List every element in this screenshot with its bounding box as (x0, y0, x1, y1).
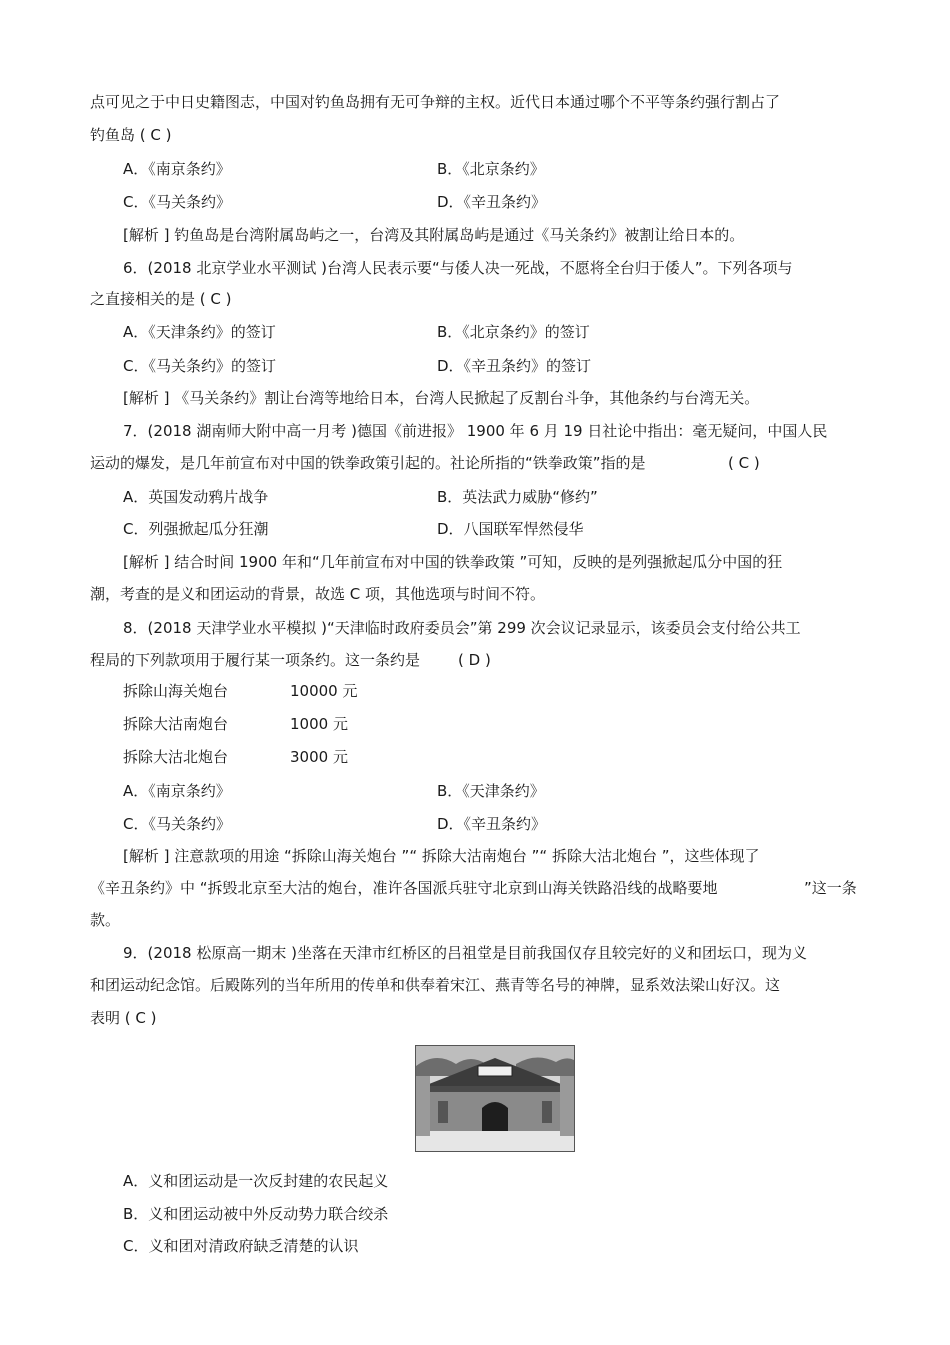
q6-option-c: C．《马关条约》的签订 (123, 357, 276, 375)
q9-option-c: C．义和团对清政府缺乏清楚的认识 (123, 1237, 359, 1255)
q5-analysis: [解析 ] 钓鱼岛是台湾附属岛屿之一，台湾及其附属岛屿是通过《马关条约》被割让给日本的。 (123, 226, 745, 244)
lvzu-temple-photo (415, 1045, 575, 1152)
q6-stem-line2: 之直接相关的是 ( C ) (90, 290, 232, 308)
q5-option-c: C．《马关条约》 (123, 193, 231, 211)
q6-option-b: B．《北京条约》的签订 (437, 323, 590, 341)
q7-stem-line2: 运动的爆发，是几年前宣布对中国的铁拳政策引起的。社论所指的“铁拳政策”指的是 (90, 454, 646, 472)
q6-option-d: D．《辛丑条约》的签订 (437, 357, 592, 375)
q9-option-b: B．义和团运动被中外反动势力联合绞杀 (123, 1205, 389, 1223)
q6-analysis: [解析 ] 《马关条约》割让台湾等地给日本，台湾人民掀起了反割台斗争，其他条约与台湾无关。 (123, 389, 760, 407)
q7-option-b: B．英法武力威胁“修约” (437, 488, 598, 506)
q8-stem-line1: 8．(2018 天津学业水平模拟 )“天津临时政府委员会”第 299 次会议记录显示，该委员会支付给公共工 (123, 619, 801, 637)
q8-table-amount: 3000 元 (290, 748, 348, 766)
q9-option-a: A．义和团运动是一次反封建的农民起义 (123, 1172, 389, 1190)
q8-table-amount: 10000 元 (290, 682, 358, 700)
temple-building-illustration (416, 1046, 574, 1151)
q8-analysis-line2: 《辛丑条约》中 “拆毁北京至大沽的炮台，准许各国派兵驻守北京到山海关铁路沿线的战略要地 (90, 879, 718, 897)
q8-option-a: A．《南京条约》 (123, 782, 231, 800)
q8-option-d: D．《辛丑条约》 (437, 815, 547, 833)
q8-table-amount: 1000 元 (290, 715, 348, 733)
q8-analysis-line1: [解析 ] 注意款项的用途 “拆除山海关炮台 ”“ 拆除大沽南炮台 ”“ 拆除大沽北炮台 ”，这些体现了 (123, 847, 760, 865)
q5-option-d: D．《辛丑条约》 (437, 193, 547, 211)
q6-option-a: A．《天津条约》的签订 (123, 323, 276, 341)
q7-option-c: C．列强掀起瓜分狂潮 (123, 520, 269, 538)
q9-stem-line1: 9．(2018 松原高一期末 )坐落在天津市红桥区的吕祖堂是目前我国仅存且较完好的义和团坛口，现为义 (123, 944, 807, 962)
q7-option-d: D．八国联军悍然侵华 (437, 520, 584, 538)
q8-analysis-line3: 款。 (90, 911, 121, 929)
q7-analysis-line2: 潮，考查的是义和团运动的背景，故选 C 项，其他选项与时间不符。 (90, 585, 546, 603)
q5-option-b: B．《北京条约》 (437, 160, 545, 178)
q7-stem-line1: 7．(2018 湖南师大附中高一月考 )德国《前进报》 1900 年 6 月 19 日社论中指出：毫无疑问，中国人民 (123, 422, 828, 440)
q8-table-item: 拆除山海关炮台 (123, 682, 229, 700)
q8-stem-line2: 程局的下列款项用于履行某一项条约。这一条约是 (90, 651, 421, 669)
q9-stem-line3: 表明 ( C ) (90, 1009, 157, 1027)
q6-stem-line1: 6．(2018 北京学业水平测试 )台湾人民表示要“与倭人决一死战，不愿将全台归于倭人”。下列各项与 (123, 259, 793, 277)
q7-answer: ( C ) (728, 454, 760, 472)
q8-answer: ( D ) (458, 651, 491, 669)
q9-stem-line2: 和团运动纪念馆。后殿陈列的当年所用的传单和供奉着宋江、燕青等名号的神牌，显系效法梁山好汉。这 (90, 976, 781, 994)
q8-option-c: C．《马关条约》 (123, 815, 231, 833)
q7-analysis-line1: [解析 ] 结合时间 1900 年和“几年前宣布对中国的铁拳政策 ”可知，反映的是列强掀起瓜分中国的狂 (123, 553, 783, 571)
q8-option-b: B．《天津条约》 (437, 782, 545, 800)
q8-table-item: 拆除大沽北炮台 (123, 748, 229, 766)
q8-table-item: 拆除大沽南炮台 (123, 715, 229, 733)
q7-option-a: A．英国发动鸦片战争 (123, 488, 269, 506)
q5-stem-line2: 钓鱼岛 ( C ) (90, 126, 172, 144)
q8-analysis-line2-end: ”这一条 (804, 879, 857, 897)
q5-stem-line1: 点可见之于中日史籍图志，中国对钓鱼岛拥有无可争辩的主权。近代日本通过哪个不平等条约强行割占了 (90, 93, 781, 111)
q5-option-a: A．《南京条约》 (123, 160, 231, 178)
